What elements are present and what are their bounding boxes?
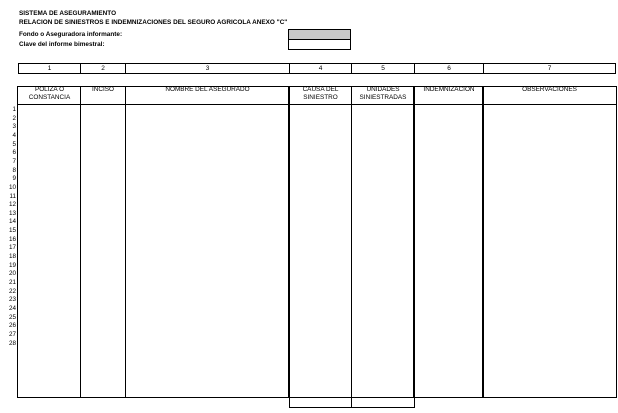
column-number-3: 3 [125,63,290,74]
column-number-2: 2 [80,63,126,74]
row-number: 24 [8,304,16,312]
column-causa[interactable] [289,86,352,398]
column-header-poliza: POLIZA O CONSTANCIA [28,86,71,101]
column-poliza[interactable] [18,86,81,398]
column-number-7: 7 [483,63,616,74]
row-number: 28 [8,339,16,347]
fondo-label: Fondo o Aseguradora informante: [19,31,123,38]
column-number-5: 5 [351,63,415,74]
column-number-6: 6 [414,63,484,74]
header-separator [17,104,617,105]
column-header-nombre: NOMBRE DEL ASEGURADO [165,86,250,93]
row-number: 2 [12,114,16,122]
column-unidades[interactable] [351,86,415,398]
row-number: 8 [12,166,16,174]
report-title: RELACION DE SINIESTROS E INDEMNIZACIONES DEL SEGURO AGRICOLA ANEXO "C" [19,19,288,26]
column-number-4: 4 [289,63,352,74]
row-number: 13 [8,209,16,217]
row-number: 3 [12,123,16,131]
row-number: 7 [12,157,16,165]
column-header-indemnizacion: INDEMNIZACION [423,86,475,93]
row-number: 27 [8,330,16,338]
column-observaciones[interactable] [483,86,616,398]
column-number-1: 1 [18,63,81,74]
row-number: 16 [8,235,16,243]
row-number: 4 [12,131,16,139]
row-number: 10 [8,183,16,191]
row-number: 20 [8,270,16,278]
row-number: 23 [8,296,16,304]
row-number: 15 [8,227,16,235]
clave-field[interactable] [288,39,351,50]
row-number: 11 [9,192,16,200]
row-number: 25 [8,313,16,321]
row-number: 26 [8,322,16,330]
row-number: 1 [12,106,16,113]
column-header-inciso: INCISO [91,86,114,93]
total-unidades-field [351,397,415,408]
row-number: 5 [12,140,16,148]
column-header-causa: CAUSA DEL SINIESTRO [302,86,339,101]
column-inciso[interactable] [80,86,126,398]
row-number: 6 [12,149,16,157]
row-number: 22 [8,287,16,295]
column-header-unidades: UNIDADES SINIESTRADAS [359,86,407,101]
row-number: 14 [8,218,16,226]
row-number: 18 [8,253,16,261]
row-number: 21 [8,279,16,286]
row-number: 19 [8,261,16,269]
row-number: 12 [8,201,16,209]
column-indemnizacion[interactable] [414,86,484,398]
row-number: 9 [12,175,16,183]
system-title: SISTEMA DE ASEGURAMIENTO [19,10,117,17]
total-causa-field [289,397,352,408]
column-header-observaciones: OBSERVACIONES [522,86,577,93]
column-nombre[interactable] [125,86,290,398]
clave-label: Clave del informe bimestral: [19,41,105,48]
row-number: 17 [8,244,16,252]
